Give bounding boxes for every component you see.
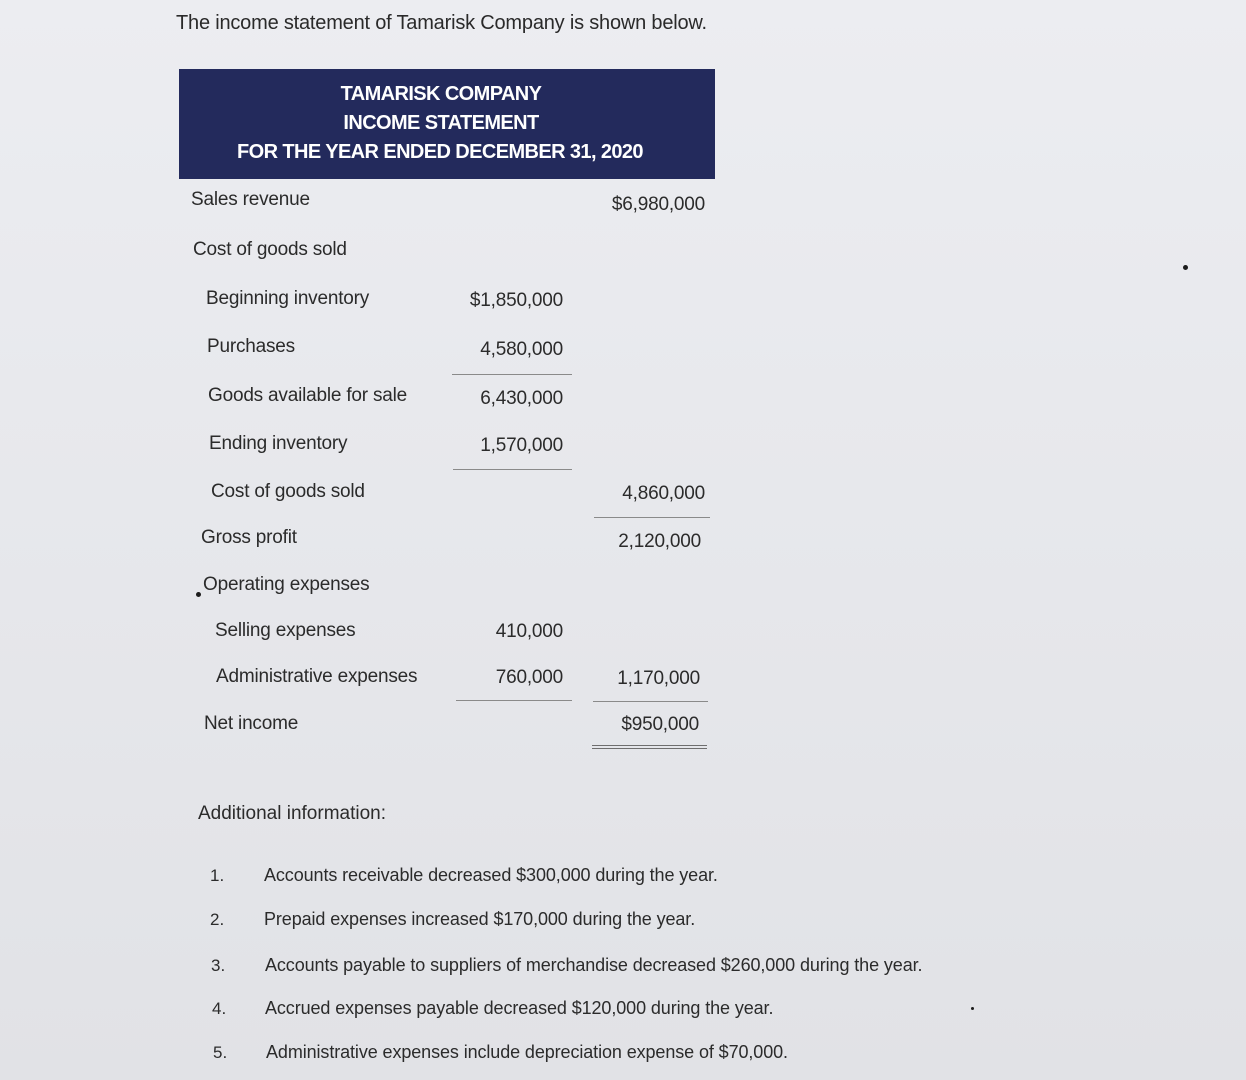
administrative-expenses-amount: 760,000: [495, 667, 563, 688]
net-income-amount: $950,000: [621, 714, 699, 735]
ending-inventory-underline: [453, 469, 572, 470]
selling-expenses-label: Selling expenses: [215, 620, 356, 641]
intro-text: The income statement of Tamarisk Company is shown below.: [176, 12, 707, 34]
selling-expenses-amount: 410,000: [495, 621, 563, 642]
net-income-label: Net income: [204, 713, 299, 734]
purchases-amount: 4,580,000: [480, 339, 563, 360]
list-item-number: 1.: [210, 866, 225, 885]
goods-available-label: Goods available for sale: [208, 385, 408, 406]
list-item: Accrued expenses payable decreased $120,000 during the year.: [265, 998, 774, 1018]
administrative-underline: [456, 700, 572, 701]
gross-profit-amount: 2,120,000: [618, 531, 701, 552]
purchases-label: Purchases: [207, 336, 295, 357]
list-item: Accounts payable to suppliers of merchandise decreased $260,000 during the year.: [265, 955, 923, 975]
stray-mark: [196, 592, 201, 597]
list-item: Prepaid expenses increased $170,000 during the year.: [264, 909, 696, 929]
operating-expenses-total: 1,170,000: [617, 668, 700, 689]
sales-revenue-amount: $6,980,000: [611, 194, 705, 215]
list-item-number: 2.: [210, 910, 225, 929]
statement-header: [179, 69, 715, 179]
additional-info-heading: Additional information:: [198, 803, 386, 824]
list-item-number: 3.: [211, 956, 226, 975]
beginning-inventory-label: Beginning inventory: [206, 288, 370, 309]
cost-of-goods-sold-label: Cost of goods sold: [211, 481, 365, 502]
purchases-underline: [452, 374, 572, 375]
cost-of-goods-sold-amount: 4,860,000: [622, 483, 705, 504]
goods-available-amount: 6,430,000: [480, 388, 563, 409]
list-item: Accounts receivable decreased $300,000 during the year.: [264, 865, 718, 885]
gross-profit-label: Gross profit: [201, 527, 297, 548]
list-item-number: 4.: [212, 999, 227, 1018]
list-item: Administrative expenses include depreciation expense of $70,000.: [266, 1042, 788, 1062]
net-income-double-underline: [592, 745, 707, 749]
administrative-expenses-label: Administrative expenses: [216, 666, 418, 687]
sales-revenue-label: Sales revenue: [191, 189, 310, 210]
opex-total-underline: [593, 701, 708, 702]
stray-mark: [1183, 265, 1188, 270]
company-name: TAMARISK COMPANY: [340, 83, 542, 105]
ending-inventory-label: Ending inventory: [209, 433, 348, 454]
ending-inventory-amount: 1,570,000: [480, 435, 563, 456]
opex-heading: Operating expenses: [203, 574, 370, 595]
statement-period: FOR THE YEAR ENDED DECEMBER 31, 2020: [237, 141, 643, 163]
statement-title: INCOME STATEMENT: [343, 112, 539, 134]
beginning-inventory-amount: $1,850,000: [469, 290, 563, 311]
cogs-heading: Cost of goods sold: [193, 239, 347, 260]
stray-mark: [971, 1007, 974, 1010]
cogs-underline: [594, 517, 710, 518]
list-item-number: 5.: [213, 1043, 228, 1062]
